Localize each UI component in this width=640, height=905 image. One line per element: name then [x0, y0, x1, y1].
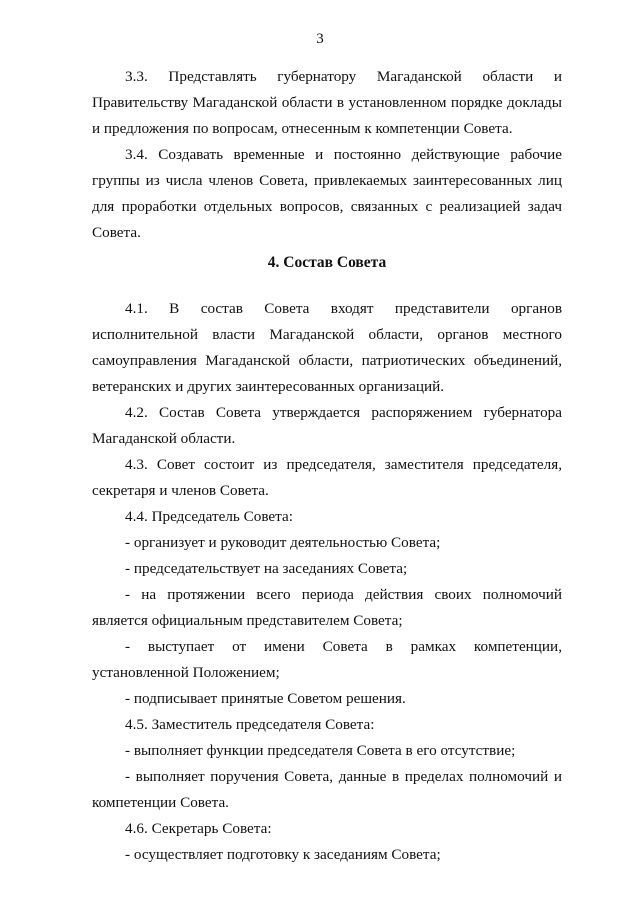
paragraph-4-3: 4.3. Совет состоит из председателя, заместителя председателя, секретаря и членов Совета.	[92, 456, 562, 499]
list-item: - председательствует на заседаниях Совета;	[125, 560, 408, 577]
list-item: - выступает от имени Совета в рамках компетенции, установленной Положением;	[92, 638, 562, 681]
paragraph-4-5: 4.5. Заместитель председателя Совета:	[125, 716, 375, 733]
list-item: - организует и руководит деятельностью Совета;	[125, 534, 441, 551]
paragraph-4-1: 4.1. В состав Совета входят представители органов исполнительной власти Магаданской области, органов местного самоуправления Магаданской области, патриотических объединений, ветеранских и других заинтересованных организаций.	[92, 300, 562, 395]
list-item: - осуществляет подготовку к заседаниям Совета;	[125, 846, 441, 863]
paragraph-3-3: 3.3. Представлять губернатору Магаданской области и Правительству Магаданской области в установленном порядке доклады и предложения по вопросам, отнесенным к компетенции Совета.	[92, 68, 562, 137]
paragraph-4-6: 4.6. Секретарь Совета:	[125, 820, 272, 837]
list-item: - выполняет функции председателя Совета в его отсутствие;	[125, 742, 516, 759]
section-heading: 4. Состав Совета	[267, 254, 387, 271]
list-item: - на протяжении всего периода действия своих полномочий является официальным представителем Совета;	[92, 586, 562, 629]
page-number: 3	[316, 31, 324, 47]
list-item: - выполняет поручения Совета, данные в пределах полномочий и компетенции Совета.	[92, 768, 562, 811]
paragraph-4-4: 4.4. Председатель Совета:	[125, 508, 293, 525]
document-body	[92, 64, 562, 868]
paragraph-3-4: 3.4. Создавать временные и постоянно действующие рабочие группы из числа членов Совета, привлекаемых заинтересованных лиц для проработки отдельных вопросов, связанных с реализацией задач Совета.	[92, 146, 562, 241]
paragraph-4-2: 4.2. Состав Совета утверждается распоряжением губернатора Магаданской области.	[92, 404, 562, 447]
list-item: - подписывает принятые Советом решения.	[125, 690, 406, 707]
